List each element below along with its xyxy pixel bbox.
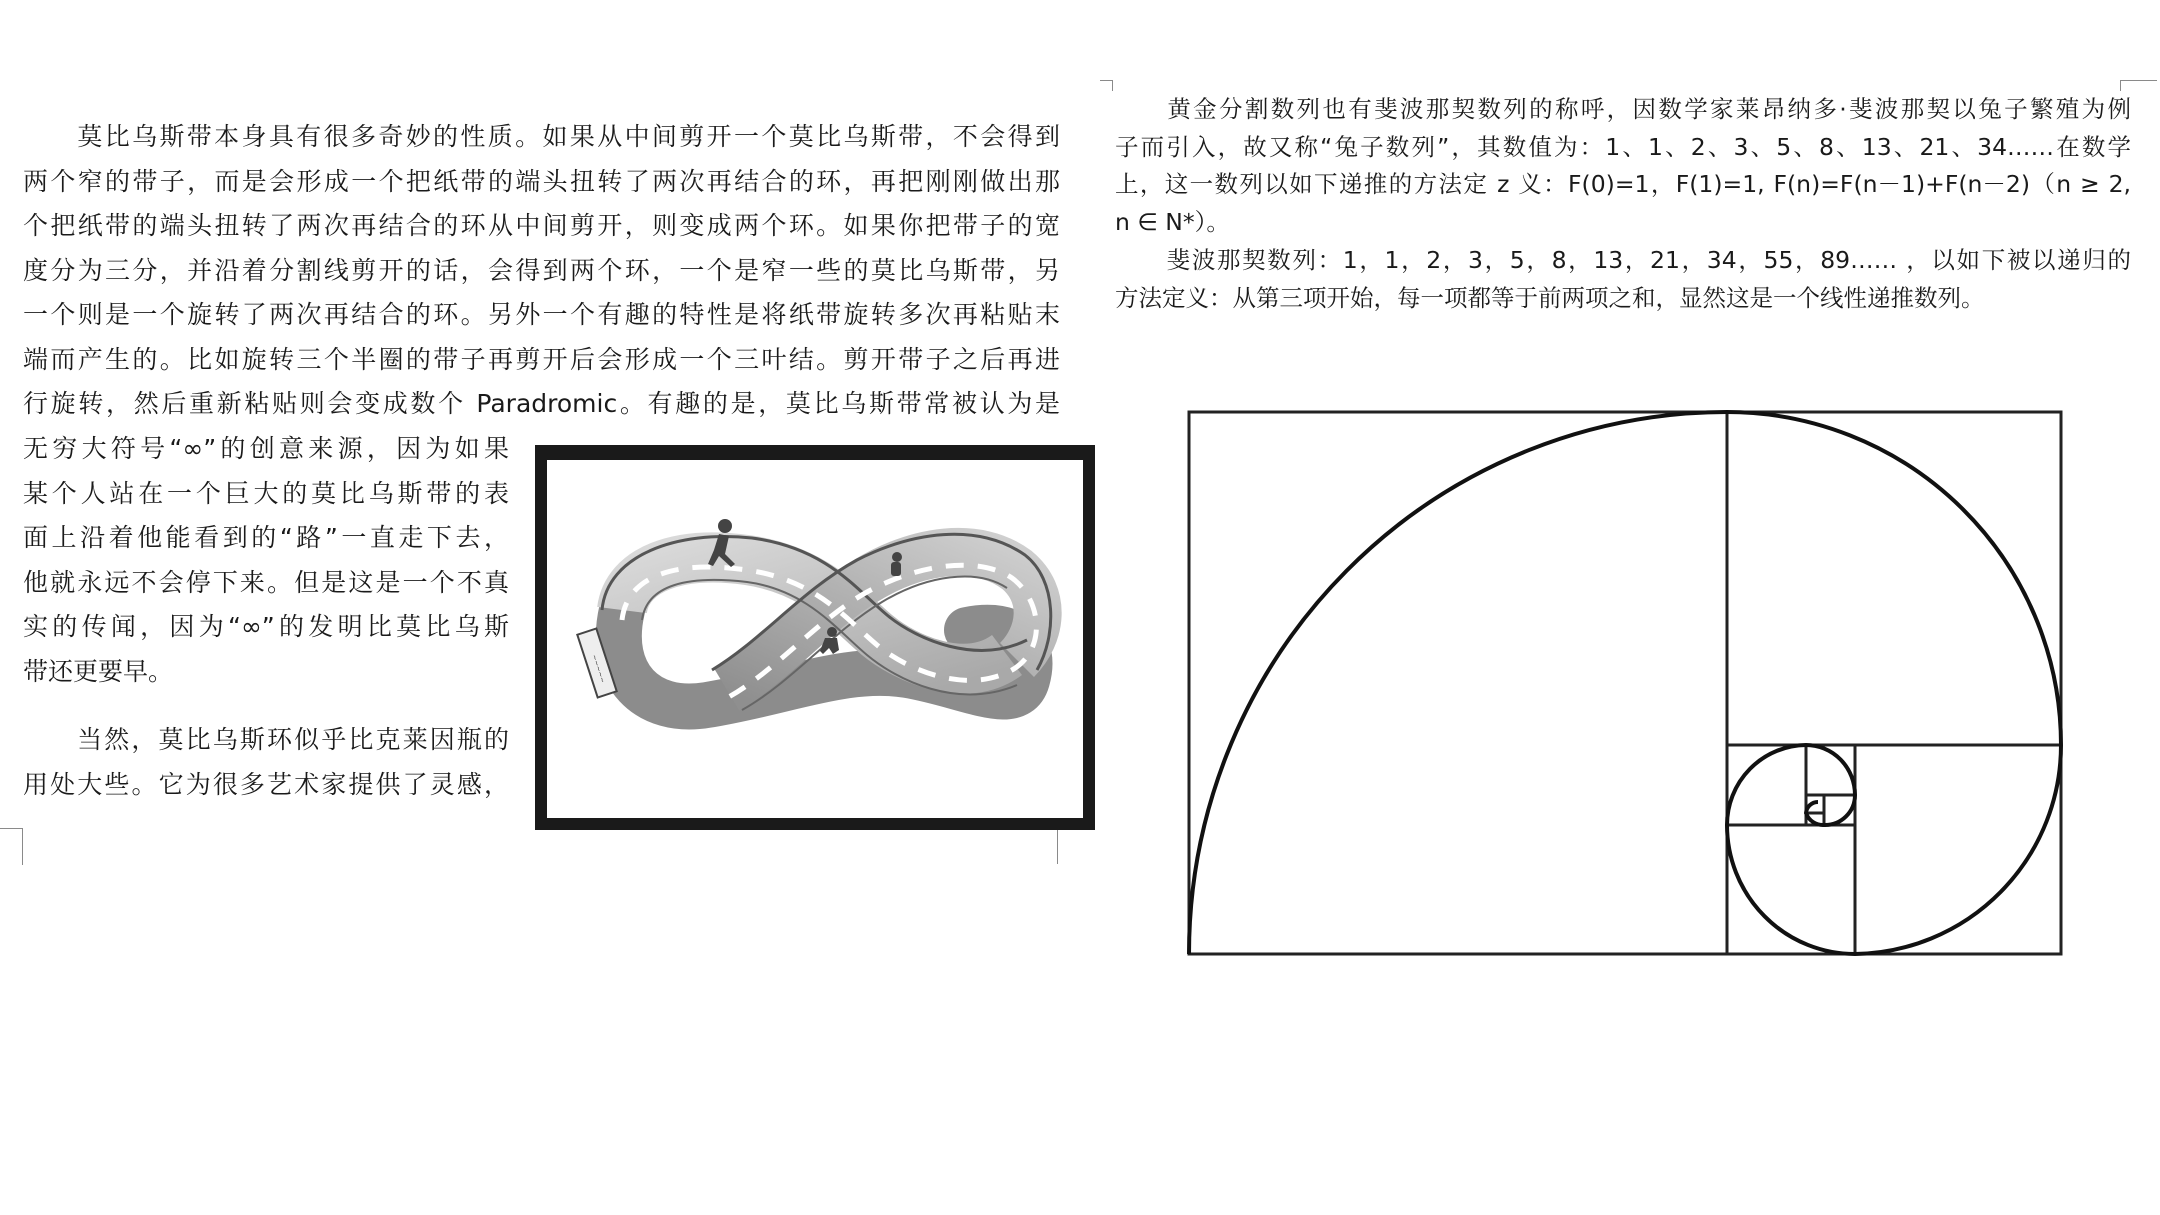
text-line: 个把纸带的端头扭转了两次再结合的环从中间剪开，则变成两个环。如果你把带子的宽: [23, 211, 1060, 240]
page-corner-mark: [0, 828, 23, 865]
text-line: 端而产生的。比如旋转三个半圈的带子再剪开后会形成一个三叶结。剪开带子之后再进: [23, 344, 1060, 374]
text-line: 带还更要早。: [23, 656, 174, 686]
text-line: n ∈ N*）。: [1115, 207, 1230, 236]
svg-text:~~~~~: ~~~~~: [590, 653, 607, 685]
text-line: 行旋转，然后重新粘贴则会变成数个 Paradromic。有趣的是，莫比乌斯带常被认为是: [23, 389, 1060, 418]
page-corner-mark: [1100, 80, 1113, 91]
golden-spiral-icon: [1187, 410, 2063, 956]
text-line: 他就永远不会停下来。但是这是一个不真: [23, 567, 509, 597]
text-line: 实的传闻，因为“∞”的发明比莫比乌斯: [23, 612, 509, 641]
mobius-strip-figure: [535, 445, 1095, 830]
text-line: 无穷大符号“∞”的创意来源，因为如果: [23, 434, 509, 463]
text-line: 用处大些。它为很多艺术家提供了灵感，: [23, 769, 509, 799]
left-page: [0, 0, 1070, 880]
paragraph-fibonacci-definition: [1115, 242, 2131, 317]
text-line: 当然，莫比乌斯环似乎比克莱因瓶的: [75, 725, 509, 754]
paragraph-golden-ratio-sequence: [1115, 91, 2131, 241]
text-line: 莫比乌斯带本身具有很多奇妙的性质。如果从中间剪开一个莫比乌斯带，不会得到: [75, 122, 1060, 151]
text-line: 子而引入，故又称“兔子数列”，其数值为：1、1、2、3、5、8、13、21、34……在数学: [1115, 132, 2131, 161]
text-line: 两个窄的带子，而是会形成一个把纸带的端头扭转了两次再结合的环，再把刚刚做出那: [23, 166, 1060, 196]
text-line: 一个则是一个旋转了两次再结合的环。另外一个有趣的特性是将纸带旋转多次再粘贴末: [23, 300, 1060, 329]
text-line: 斐波那契数列：1，1，2，3，5，8，13，21，34，55，89…… ，以如下被以递归的: [1165, 246, 2131, 274]
text-line: 度分为三分，并沿着分割线剪开的话，会得到两个环，一个是窄一些的莫比乌斯带，另: [23, 255, 1060, 285]
paragraph-mobius-art: [23, 718, 509, 807]
text-line: 方法定义：从第三项开始，每一项都等于前两项之和，显然这是一个线性递推数列。: [1115, 283, 1985, 312]
paragraph-infinity-legend: [23, 427, 509, 694]
paragraph-mobius-properties: [23, 115, 1060, 435]
page-corner-mark: [2120, 80, 2157, 91]
text-line: 上，这一数列以如下递推的方法定 z 义：F(0)=1，F(1)=1, F(n)=F(n－1)+F(n－2)（n ≥ 2,: [1115, 170, 2131, 198]
figure-canvas: [547, 460, 1083, 818]
text-line: 某个人站在一个巨大的莫比乌斯带的表: [23, 478, 509, 508]
page-corner-mark: [1057, 828, 1059, 864]
text-line: 黄金分割数列也有斐波那契数列的称呼，因数学家莱昂纳多·斐波那契以兔子繁殖为例: [1165, 95, 2131, 123]
text-line: 面上沿着他能看到的“路”一直走下去，: [23, 523, 509, 552]
mobius-strip-icon: [547, 460, 1083, 818]
